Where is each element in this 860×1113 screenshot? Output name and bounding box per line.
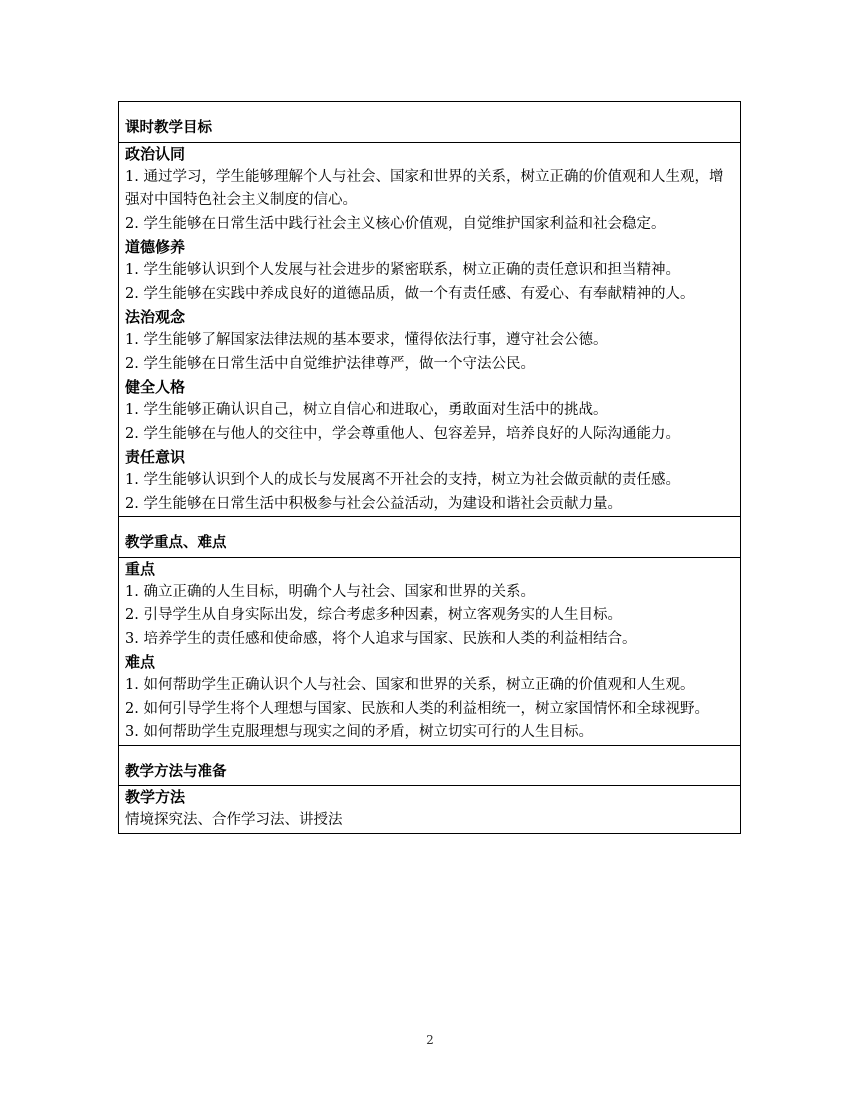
list-item: 1. 学生能够认识到个人的成长与发展离不开社会的支持，树立为社会做贡献的责任感。 xyxy=(125,472,680,488)
lesson-plan-table xyxy=(118,101,741,834)
list-item: 1. 通过学习，学生能够理解个人与社会、国家和世界的关系，树立正确的价值观和人生观，增强对中国特色社会主义制度的信心。 xyxy=(125,168,724,208)
list-item: 1. 学生能够正确认识自己，树立自信心和进取心，勇敢面对生活中的挑战。 xyxy=(125,402,608,418)
list-item: 1. 如何帮助学生正确认识个人与社会、国家和世界的关系，树立正确的价值观和人生观。 xyxy=(125,677,695,693)
group-heading: 重点 xyxy=(125,559,156,578)
group-heading: 健全人格 xyxy=(125,378,186,396)
methods-header-row xyxy=(119,745,741,786)
list-item: 2. 学生能够在实践中养成良好的道德品质，做一个有责任感、有爱心、有奉献精神的人。 xyxy=(125,285,695,302)
keypoints-body-row xyxy=(119,557,741,745)
list-item: 2. 引导学生从自身实际出发，综合考虑多种因素，树立客观务实的人生目标。 xyxy=(125,607,622,623)
list-item: 2. 学生能够在日常生活中践行社会主义核心价值观，自觉维护国家利益和社会稳定。 xyxy=(125,215,666,232)
group-heading: 难点 xyxy=(125,653,156,671)
group-heading: 道德修养 xyxy=(125,238,186,256)
methods-body xyxy=(119,786,741,834)
keypoints-body xyxy=(119,557,741,745)
list-item: 1. 学生能够了解国家法律法规的基本要求，懂得依法行事，遵守社会公德。 xyxy=(125,332,608,348)
group-heading: 法治观念 xyxy=(125,308,186,326)
list-item: 2. 学生能够在与他人的交往中，学会尊重他人、包容差异，培养良好的人际沟通能力。 xyxy=(125,425,680,442)
section-title-methods: 教学方法与准备 xyxy=(119,745,741,786)
list-item: 1. 学生能够认识到个人发展与社会进步的紧密联系，树立正确的责任意识和担当精神。 xyxy=(125,262,680,278)
section-title-goals: 课时教学目标 xyxy=(119,102,741,143)
goals-header-row xyxy=(119,102,741,143)
list-item: 1. 确立正确的人生目标，明确个人与社会、国家和世界的关系。 xyxy=(125,583,535,600)
list-item: 2. 如何引导学生将个人理想与国家、民族和人类的利益相统一，树立家国情怀和全球视野。 xyxy=(125,700,709,717)
section-title-keypoints: 教学重点、难点 xyxy=(119,517,741,558)
list-item: 情境探究法、合作学习法、讲授法 xyxy=(125,812,343,828)
methods-body-row xyxy=(119,786,741,834)
list-item: 3. 培养学生的责任感和使命感，将个人追求与国家、民族和人类的利益相结合。 xyxy=(125,630,637,647)
page-number: 2 xyxy=(426,1033,434,1047)
keypoints-header-row xyxy=(119,517,741,558)
goals-body-row xyxy=(119,142,741,517)
goals-body xyxy=(119,142,741,517)
group-heading: 责任意识 xyxy=(125,448,186,466)
group-heading: 教学方法 xyxy=(125,788,186,806)
group-heading: 政治认同 xyxy=(125,144,186,163)
list-item: 2. 学生能够在日常生活中积极参与社会公益活动，为建设和谐社会贡献力量。 xyxy=(125,495,622,512)
list-item: 3. 如何帮助学生克服理想与现实之间的矛盾，树立切实可行的人生目标。 xyxy=(125,724,593,740)
list-item: 2. 学生能够在日常生活中自觉维护法律尊严，做一个守法公民。 xyxy=(125,355,535,372)
